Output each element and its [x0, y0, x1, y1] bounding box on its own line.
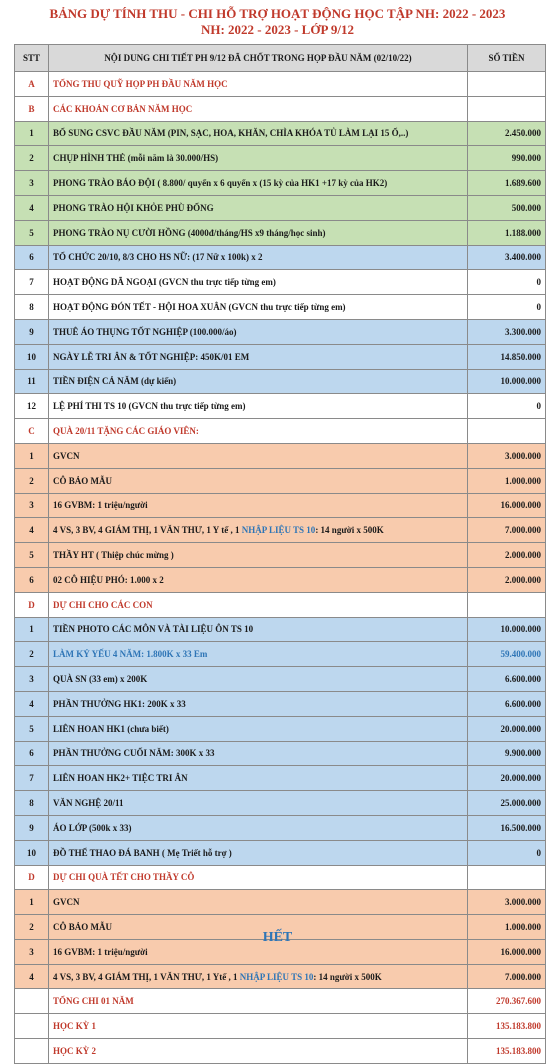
- row-amount: 14.850.000: [468, 344, 546, 369]
- table-header-row: [15, 45, 546, 72]
- row-amount: 59.400.000: [468, 642, 546, 667]
- row-content: [49, 964, 468, 989]
- row-stt: D: [15, 592, 49, 617]
- row-amount: 2.450.000: [468, 121, 546, 146]
- table-row: [15, 840, 546, 865]
- table-row: [15, 567, 546, 592]
- row-amount: 10.000.000: [468, 617, 546, 642]
- row-amount: 2.000.000: [468, 543, 546, 568]
- row-stt: C: [15, 419, 49, 444]
- row-stt: 5: [15, 220, 49, 245]
- row-amount: 3.000.000: [468, 890, 546, 915]
- row-amount: 10.000.000: [468, 369, 546, 394]
- table-row: [15, 146, 546, 171]
- row-stt: 2: [15, 146, 49, 171]
- table-row: [15, 741, 546, 766]
- row-content: BỔ SUNG CSVC ĐẦU NĂM (PIN, SẠC, HOA, KHĂN, CHÌA KHÓA TỦ LÀM LẠI 15 Ổ,..): [49, 121, 468, 146]
- row-stt: 10: [15, 840, 49, 865]
- row-content: HOẠT ĐỘNG ĐÓN TẾT - HỘI HOA XUÂN (GVCN thu trực tiếp từng em): [49, 295, 468, 320]
- document-title: BẢNG DỰ TÍNH THU - CHI HỖ TRỢ HOẠT ĐỘNG HỌC TẬP NH: 2022 - 2023: [49, 6, 506, 21]
- table-row: [15, 1014, 546, 1039]
- row-content: CÁC KHOẢN CƠ BẢN NĂM HỌC: [49, 96, 468, 121]
- table-row: [15, 964, 546, 989]
- table-body: [15, 72, 546, 1064]
- header-stt: STT: [15, 45, 49, 72]
- row-stt: 6: [15, 741, 49, 766]
- table-row: [15, 468, 546, 493]
- row-amount: 6.600.000: [468, 691, 546, 716]
- row-content: LỆ PHÍ THI TS 10 (GVCN thu trực tiếp từng em): [49, 394, 468, 419]
- row-content: PHONG TRÀO HỘI KHỎE PHÙ ĐỔNG: [49, 195, 468, 220]
- row-content: TIỀN ĐIỆN CẢ NĂM (dự kiến): [49, 369, 468, 394]
- row-amount: [468, 592, 546, 617]
- row-stt: 8: [15, 295, 49, 320]
- table-row: [15, 989, 546, 1014]
- row-content: PHONG TRÀO BÁO ĐỘI ( 8.800/ quyển x 6 quyển x (15 kỳ của HK1 +17 kỳ của HK2): [49, 171, 468, 196]
- row-amount: 3.400.000: [468, 245, 546, 270]
- row-stt: 3: [15, 493, 49, 518]
- row-amount: 500.000: [468, 195, 546, 220]
- end-marker: HẾT: [262, 930, 293, 945]
- budget-table: [14, 44, 546, 1064]
- table-row: [15, 72, 546, 97]
- row-stt: 7: [15, 766, 49, 791]
- row-content: TỔNG CHI 01 NĂM: [49, 989, 468, 1014]
- row-stt: 5: [15, 543, 49, 568]
- table-row: [15, 865, 546, 890]
- row-amount: 0: [468, 840, 546, 865]
- row-stt: 1: [15, 121, 49, 146]
- row-content: HỌC KỲ 1: [49, 1014, 468, 1039]
- row-content: 16 GVBM: 1 triệu/người: [49, 939, 468, 964]
- table-row: [15, 195, 546, 220]
- table-row: [15, 369, 546, 394]
- row-content: LÀM KỶ YẾU 4 NĂM: 1.800K x 33 Em: [49, 642, 468, 667]
- row-content: DỰ CHI CHO CÁC CON: [49, 592, 468, 617]
- row-content: CÔ BẢO MẪU: [49, 468, 468, 493]
- row-content: ÁO LỚP (500k x 33): [49, 815, 468, 840]
- row-amount: 3.300.000: [468, 319, 546, 344]
- row-content: GVCN: [49, 443, 468, 468]
- header-amount: SỐ TIỀN: [468, 45, 546, 72]
- row-stt: 9: [15, 815, 49, 840]
- table-row: [15, 642, 546, 667]
- table-row: [15, 617, 546, 642]
- row-content: CÔ BẢO MẪU: [49, 915, 468, 940]
- row-amount: 25.000.000: [468, 791, 546, 816]
- row-content: PHONG TRÀO NỤ CƯỜI HỒNG (4000đ/tháng/HS x9 tháng/học sinh): [49, 220, 468, 245]
- row-amount: 16.500.000: [468, 815, 546, 840]
- row-stt: A: [15, 72, 49, 97]
- row-amount: 16.000.000: [468, 939, 546, 964]
- row-amount: 270.367.600: [468, 989, 546, 1014]
- table-row: [15, 443, 546, 468]
- table-row: [15, 419, 546, 444]
- table-row: [15, 766, 546, 791]
- row-content: [49, 518, 468, 543]
- row-amount: 0: [468, 270, 546, 295]
- table-row: [15, 691, 546, 716]
- row-content: QUÀ SN (33 em) x 200K: [49, 667, 468, 692]
- row-stt: 3: [15, 939, 49, 964]
- row-amount: 990.000: [468, 146, 546, 171]
- row-stt: 1: [15, 890, 49, 915]
- row-stt: [15, 1014, 49, 1039]
- row-amount: [468, 96, 546, 121]
- row-stt: 2: [15, 468, 49, 493]
- row-amount: 3.000.000: [468, 443, 546, 468]
- row-content: TIỀN PHOTO CÁC MÔN VÀ TÀI LIỆU ÔN TS 10: [49, 617, 468, 642]
- row-amount: 1.689.600: [468, 171, 546, 196]
- table-row: [15, 171, 546, 196]
- row-content: 02 CÔ HIỆU PHÓ: 1.000 x 2: [49, 567, 468, 592]
- row-amount: 6.600.000: [468, 667, 546, 692]
- row-content: 16 GVBM: 1 triệu/người: [49, 493, 468, 518]
- table-row: [15, 1039, 546, 1064]
- row-content: LIÊN HOAN HK2+ TIỆC TRI ÂN: [49, 766, 468, 791]
- table-row: [15, 493, 546, 518]
- row-stt: 4: [15, 691, 49, 716]
- row-stt: 4: [15, 195, 49, 220]
- row-content: CHỤP HÌNH THẺ (mỗi năm là 30.000/HS): [49, 146, 468, 171]
- row-stt: 5: [15, 716, 49, 741]
- row-stt: 7: [15, 270, 49, 295]
- table-row: [15, 270, 546, 295]
- row-content: TỔNG THU QUỸ HỌP PH ĐẦU NĂM HỌC: [49, 72, 468, 97]
- table-row: [15, 344, 546, 369]
- row-content-highlight: NHẬP LIỆU TS 10: [239, 971, 314, 982]
- row-amount: 16.000.000: [468, 493, 546, 518]
- row-amount: 1.000.000: [468, 468, 546, 493]
- row-stt: 3: [15, 667, 49, 692]
- table-row: [15, 121, 546, 146]
- table-row: [15, 319, 546, 344]
- row-stt: 6: [15, 245, 49, 270]
- row-content: GVCN: [49, 890, 468, 915]
- row-content-text: 4 VS, 3 BV, 4 GIÁM THỊ, 1 VĂN THƯ, 1 Y tế , 1: [53, 525, 242, 536]
- table-row: [15, 96, 546, 121]
- table-row: [15, 518, 546, 543]
- row-stt: 2: [15, 915, 49, 940]
- header-content: NỘI DUNG CHI TIẾT PH 9/12 ĐÃ CHỐT TRONG HỌP ĐẦU NĂM (02/10/22): [49, 45, 468, 72]
- table-row: [15, 245, 546, 270]
- table-row: [15, 791, 546, 816]
- row-content-text: 4 VS, 3 BV, 4 GIÁM THỊ, 1 VĂN THƯ, 1 Ytế , 1: [53, 971, 240, 982]
- row-content: THUÊ ÁO THỤNG TỐT NGHIỆP (100.000/áo): [49, 319, 468, 344]
- row-amount: [468, 72, 546, 97]
- row-content-text: : 14 người x 500K: [315, 525, 384, 536]
- row-content: HỌC KỲ 2: [49, 1039, 468, 1064]
- row-stt: 3: [15, 171, 49, 196]
- row-content-text: : 14 người x 500K: [313, 971, 382, 982]
- row-amount: 7.000.000: [468, 518, 546, 543]
- table-row: [15, 592, 546, 617]
- table-row: [15, 667, 546, 692]
- row-stt: [15, 1039, 49, 1064]
- row-amount: 135.183.800: [468, 1039, 546, 1064]
- row-stt: 2: [15, 642, 49, 667]
- row-stt: 12: [15, 394, 49, 419]
- row-stt: 9: [15, 319, 49, 344]
- table-row: [15, 295, 546, 320]
- row-content: PHẦN THƯỞNG CUỐI NĂM: 300K x 33: [49, 741, 468, 766]
- row-stt: 4: [15, 964, 49, 989]
- row-amount: 0: [468, 394, 546, 419]
- row-stt: 8: [15, 791, 49, 816]
- row-amount: 7.000.000: [468, 964, 546, 989]
- row-content: ĐỒ THỂ THAO ĐÁ BANH ( Mẹ Triết hỗ trợ ): [49, 840, 468, 865]
- document-subtitle: NH: 2022 - 2023 - LỚP 9/12: [200, 22, 355, 37]
- row-content: PHẦN THƯỞNG HK1: 200K x 33: [49, 691, 468, 716]
- table-row: [15, 543, 546, 568]
- row-content: QUÀ 20/11 TẶNG CÁC GIÁO VIÊN:: [49, 419, 468, 444]
- row-content: DỰ CHI QUÀ TẾT CHO THẦY CÔ: [49, 865, 468, 890]
- row-amount: 0: [468, 295, 546, 320]
- table-row: [15, 890, 546, 915]
- row-stt: B: [15, 96, 49, 121]
- row-content: THẦY HT ( Thiệp chúc mừng ): [49, 543, 468, 568]
- table-row: [15, 394, 546, 419]
- row-amount: 135.183.800: [468, 1014, 546, 1039]
- table-row: [15, 716, 546, 741]
- row-amount: 20.000.000: [468, 766, 546, 791]
- row-stt: D: [15, 865, 49, 890]
- table-row: [15, 220, 546, 245]
- table-row: [15, 815, 546, 840]
- row-amount: [468, 419, 546, 444]
- row-stt: 4: [15, 518, 49, 543]
- row-content: HOẠT ĐỘNG DÃ NGOẠI (GVCN thu trực tiếp từng em): [49, 270, 468, 295]
- row-amount: 2.000.000: [468, 567, 546, 592]
- row-amount: 20.000.000: [468, 716, 546, 741]
- row-amount: [468, 865, 546, 890]
- row-content: TỔ CHỨC 20/10, 8/3 CHO HS NỮ: (17 Nữ x 100k) x 2: [49, 245, 468, 270]
- row-amount: 1.000.000: [468, 915, 546, 940]
- row-stt: [15, 989, 49, 1014]
- row-amount: 1.188.000: [468, 220, 546, 245]
- row-content: NGÀY LỄ TRI ÂN & TỐT NGHIỆP: 450K/01 EM: [49, 344, 468, 369]
- row-stt: 6: [15, 567, 49, 592]
- row-content-highlight: NHẬP LIỆU TS 10: [241, 525, 316, 536]
- row-content: VĂN NGHỆ 20/11: [49, 791, 468, 816]
- row-amount: 9.900.000: [468, 741, 546, 766]
- row-stt: 1: [15, 443, 49, 468]
- row-stt: 11: [15, 369, 49, 394]
- row-stt: 1: [15, 617, 49, 642]
- row-stt: 10: [15, 344, 49, 369]
- row-content: LIÊN HOAN HK1 (chưa biết): [49, 716, 468, 741]
